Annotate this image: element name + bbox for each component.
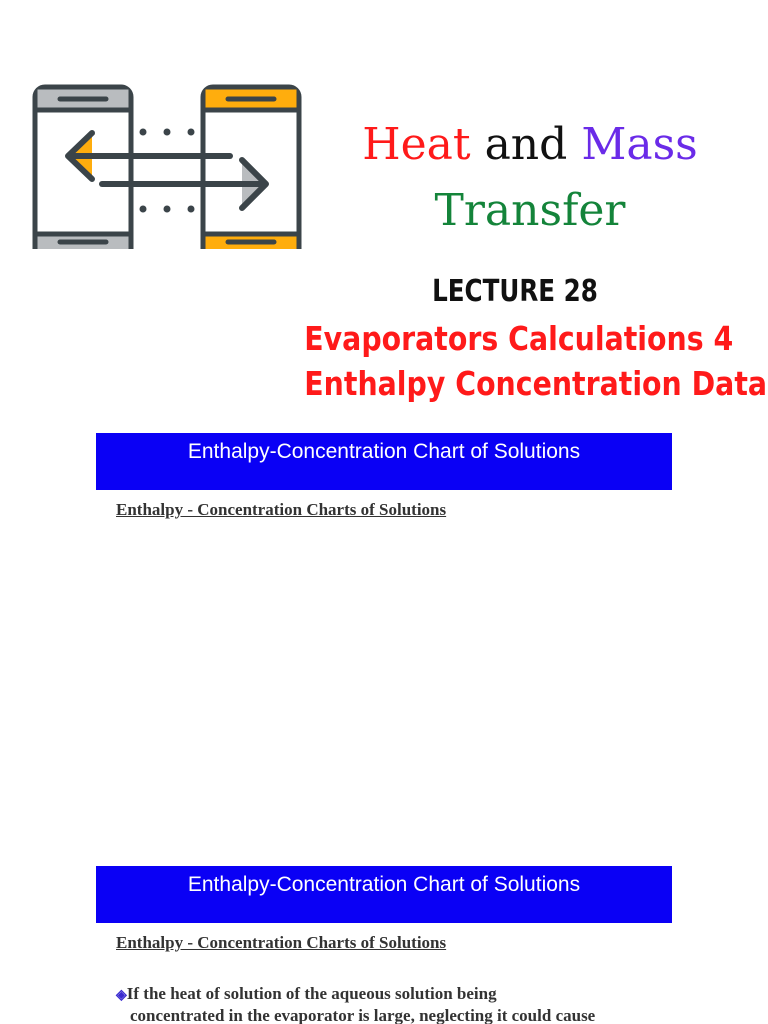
lecture-topic-line1: Evaporators Calculations 4 — [304, 319, 734, 358]
diamond-bullet-icon: ◈ — [116, 988, 127, 1003]
title-word-heat: Heat — [362, 119, 471, 170]
title-word-transfer: Transfer — [434, 185, 626, 236]
lecture-topic-line2: Enthalpy Concentration Data — [304, 364, 768, 403]
bullet-line-2: concentrated in the evaporator is large, neglecting it could cause — [130, 1006, 596, 1024]
phone-transfer-icon — [30, 84, 305, 249]
bullet-paragraph — [116, 984, 676, 1024]
slide-banner: Enthalpy-Concentration Chart of Solutions — [96, 866, 672, 923]
title-word-mass: Mass — [581, 119, 698, 170]
title-word-and: and — [484, 119, 568, 170]
slide-banner: Enthalpy-Concentration Chart of Solutions — [96, 433, 672, 490]
slide-subheading: Enthalpy - Concentration Charts of Solutions — [116, 500, 447, 519]
slide-subheading: Enthalpy - Concentration Charts of Solutions — [116, 933, 447, 952]
lecture-topic — [304, 316, 768, 406]
bullet-line-1: If the heat of solution of the aqueous solution being — [126, 984, 497, 1003]
course-title — [300, 112, 760, 244]
lecture-number: LECTURE 28 — [432, 274, 598, 309]
